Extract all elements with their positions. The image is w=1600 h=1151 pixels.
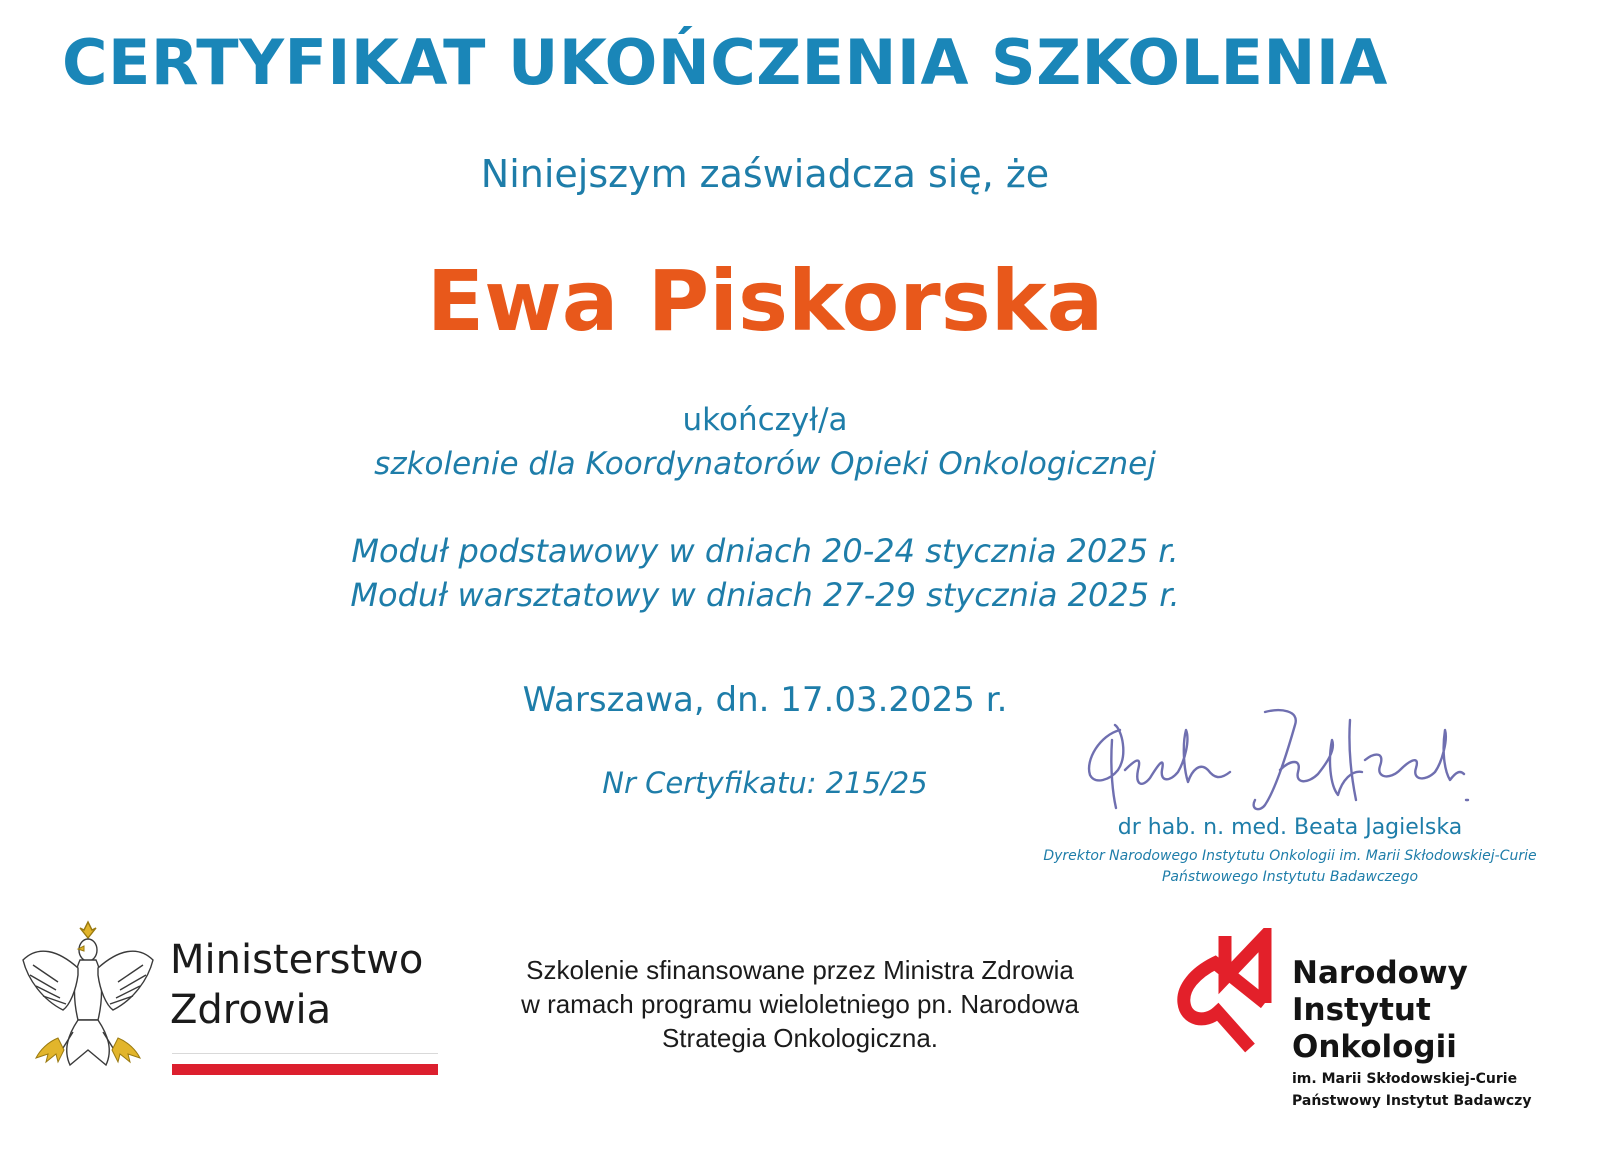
place-date: Warszawa, dn. 17.03.2025 r. — [522, 680, 1008, 720]
intro-text: Niniejszym zaświadcza się, że — [480, 152, 1050, 196]
flag-red-stripe — [172, 1064, 438, 1075]
funding-note — [470, 953, 1130, 1055]
signatory-name: dr hab. n. med. Beata Jagielska — [1117, 815, 1463, 840]
institute-name-line-3: Onkologii — [1292, 1029, 1457, 1065]
institute-subtitle-line-2: Państwowy Instytut Badawczy — [1292, 1093, 1532, 1109]
polish-flag-bar — [172, 1053, 438, 1075]
signatory-role — [1010, 846, 1570, 888]
institute-name — [1292, 955, 1572, 1066]
institute-name-line-2: Instytut — [1292, 992, 1431, 1028]
funding-line-1: Szkolenie sfinansowane przez Ministra Zdrowia — [526, 955, 1074, 985]
ministry-name — [170, 935, 470, 1035]
funding-line-2: w ramach programu wieloletniego pn. Narodowa — [521, 989, 1079, 1019]
white-eagle-emblem-icon — [18, 920, 158, 1080]
module-workshop: Moduł warsztatowy w dniach 27-29 stycznia 2025 r. — [350, 576, 1180, 614]
institute-name-line-1: Narodowy — [1292, 955, 1468, 991]
nio-logo-icon — [1170, 928, 1290, 1058]
certificate-title: CERTYFIKAT UKOŃCZENIA SZKOLENIA — [62, 26, 1388, 99]
funding-line-3: Strategia Onkologiczna. — [661, 1023, 939, 1053]
institute-subtitle — [1292, 1068, 1592, 1112]
flag-white-stripe — [172, 1053, 438, 1064]
recipient-name: Ewa Piskorska — [426, 252, 1104, 350]
ministry-name-line-1: Ministerstwo — [170, 937, 424, 983]
course-name: szkolenie dla Koordynatorów Opieki Onkologicznej — [374, 446, 1156, 482]
signatory-role-line-2: Państwowego Instytutu Badawczego — [1161, 869, 1419, 885]
certificate-number: Nr Certyfikatu: 215/25 — [602, 766, 928, 800]
signature — [1080, 700, 1480, 820]
ministry-name-line-2: Zdrowia — [170, 987, 332, 1033]
institute-subtitle-line-1: im. Marii Skłodowskiej-Curie — [1292, 1071, 1518, 1087]
module-basic: Moduł podstawowy w dniach 20-24 stycznia 2025 r. — [351, 532, 1179, 570]
signatory-role-line-1: Dyrektor Narodowego Instytutu Onkologii im. Marii Skłodowskiej-Curie — [1043, 848, 1537, 864]
completed-label: ukończył/a — [682, 402, 848, 438]
